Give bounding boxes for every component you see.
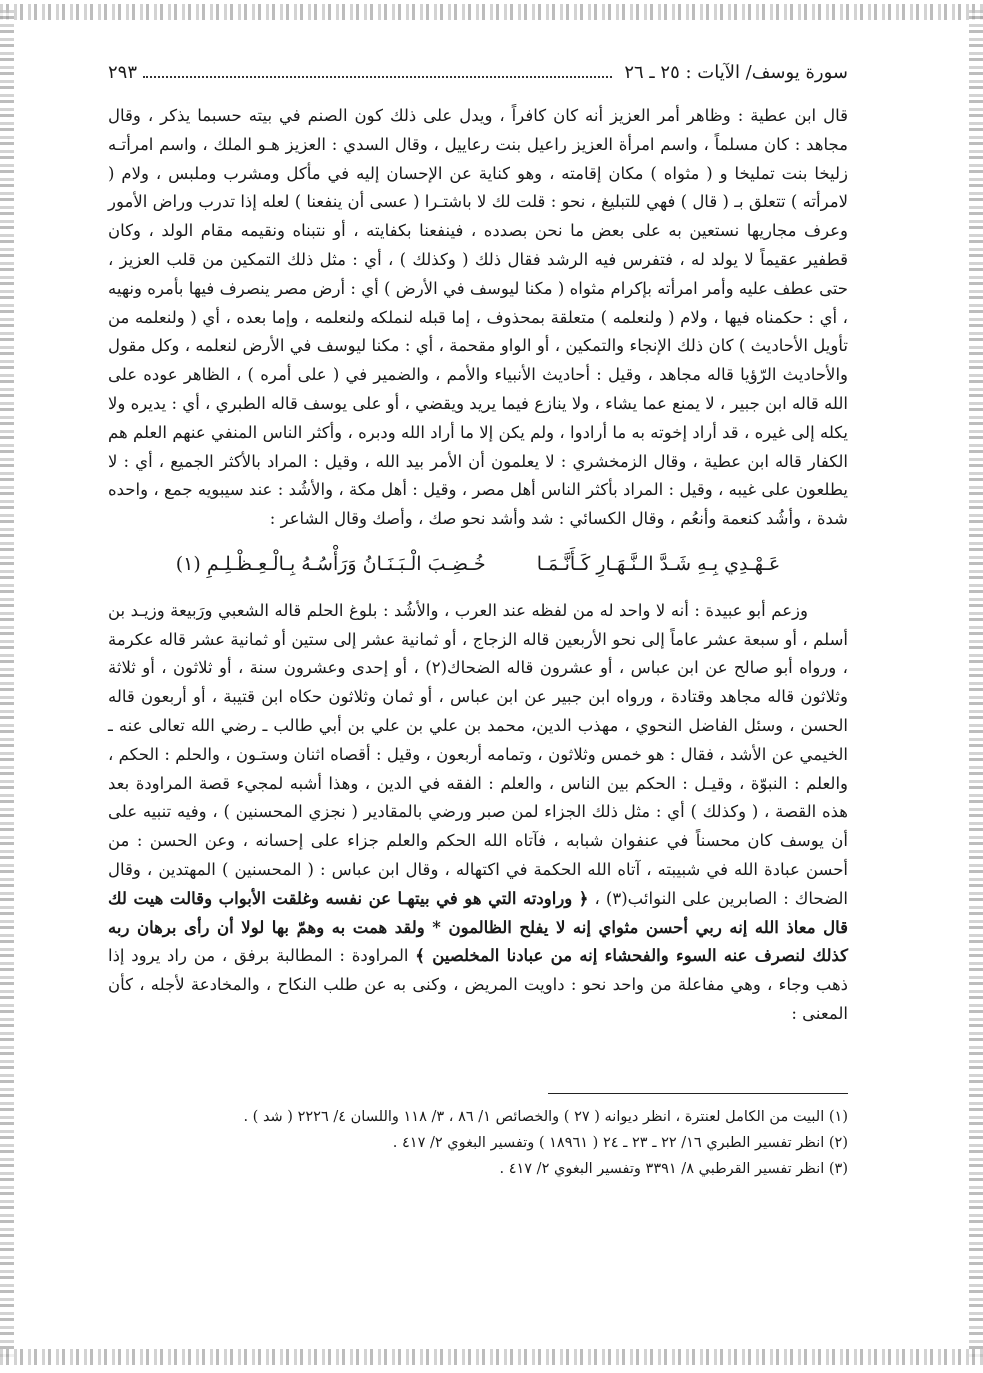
- ornamental-border-right: [969, 10, 983, 1360]
- ornamental-border-top: [0, 4, 983, 20]
- running-header: [108, 62, 848, 88]
- paragraph-2-text: وزعم أبو عبيدة : أنه لا واحد له من لفظه عند العرب ، والأشُد : بلوغ الحلم قاله الشعبي ورَبيعة وزيـد بن أسلم ، أو سبعة عشر عاماً إلى نحو الأربعين قاله الزجاج ، أو ثمانية عشر إلى ستين أو ثمانية عشر قاله عكرمة ، ورواه أبو صالح عن ابن عباس ، أو عشرون قاله الضحاك(٢) ، أو إحدى وعشرون سنة ، أو ثلاثون ، أو ثلاثة وثلاثون قاله مجاهد وقتادة ، ورواه ابن جبير عن ابن عباس ، أو ثمان وثلاثون حكاه ابن قتيبة ، أو أربعون قاله الحسن ، وسئل الفاضل النحوي ، مهذب الدين، محمد بن علي بن علي بن أبي طالب ـ رضي الله تعالى عنه ـ الخيمي عن الأشد ، فقال : هو خمس وثلاثون ، وتمامه أربعون ، وقيل : أقصاه اثنان وستـون ، والحلم : الحكم ، والعلم : النبوّة ، وقيـل : الحكم بين الناس ، والعلم : الفقه في الدين ، وهذا أشبه لمجيء قصة المراودة بعد هذه القصة ، ( وكذلك ) أي : مثل ذلك الجزاء لمن صبر ورضي بالمقادير ( نجزي المحسنين ) ، وفيه تنبيه على أن يوسف كان محسناً في عنفوان شبابه ، فآتاه الله الحكم والعلم جزاء على إحسانه ، وعن الحسن : من أحسن عبادة الله في شبيبته ، آتاه الله الحكمة في اكتهاله ، وقال ابن عباس : ( المحسنين ) المهتدين ، وقال الضحاك : الصابرين على النوائب(٣) ،: [108, 600, 849, 908]
- paragraph-2-tail: المراودة : المطالبة برفق ، من راد يرود إذا ذهب وجاء ، وهي مفاعلة من واحد نحو : داويت المريض ، وكنى به عن طلب النكاح ، والمخادعة لأجله ، كأن المعنى :: [108, 946, 848, 1023]
- footnote-1: (١) البيت من الكامل لعنترة ، انظر ديوانه ( ٢٧ ) والخصائص ١/ ٨٦ ، ٣/ ١١٨ واللسان ٤/ ٢٢٢٦ ( شد ) .: [243, 1108, 848, 1125]
- verse-hemistich-1: عَـهْـدِي بِـهِ شَـدَّ الـنَّـهَـارِ كَـأَنَّـمَـا: [536, 552, 781, 575]
- footnote-divider: [548, 1093, 848, 1094]
- quran-verse: ﴿ وراودته التي هو في بيتهـا عن نفسه وغلقت الأبواب وقالت هيت لك قال معاذ الله إنه ربي أحسن مثواي إنه لا يفلح الظالمون * ولقد همت به وهمّ بها لولا أن رأى برهان ربه كذلك لنصرف عنه السوء والفحشاء إنه من عبادنا المخلصين ﴾: [108, 888, 848, 966]
- page-number: ٢٩٣: [108, 62, 138, 83]
- paragraph-2: [108, 597, 848, 1029]
- footnote-2: (٢) انظر تفسير الطبري ١٦/ ٢٢ ـ ٢٣ ـ ٢٤ ( ١٨٩٦١ ) وتفسير البغوي ٢/ ٤١٧ .: [392, 1134, 848, 1151]
- header-dot-leader: [143, 76, 612, 78]
- poetry-verse: [108, 550, 848, 579]
- verse-hemistich-2: خُـضِـبَ الْـبَـنَـانُ وَرَأْسُـهُ بِـالْـعِـظْـلِـمِ (١): [175, 552, 486, 575]
- paragraph-1: قال ابن عطية : وظاهر أمر العزيز أنه كان كافراً ، ويدل على ذلك كون الصنم في بيته حسبما يذكر ، وقال مجاهد : كان مسلماً ، واسم امرأة العزيز راعيل بنت رعاييل ، وقال السدي : العزيز هـو الملك ، واسم امرأتـه زليخا بنت تمليخا و ( مثواه ) مكان إقامته ، وهو كناية عن الإحسان إليه في مأكل ومشرب وملبس ، ولام ( لامرأته ) تتعلق بـ ( قال ) فهي للتبليغ ، نحو : قلت لك لا باشتـرا ( عسى أن ينفعنا ) لعله إذا تدرب وراض الأمور وعرف مجاريها نستعين به على بعض ما نحن بصدده ، فينفعنا بكفايته ، أو نتبناه ونقيمه مقام الولد ، وكان قطفير عقيماً لا يولد له ، فتفرس فيه الرشد فقال ذلك ( وكذلك ) ، أي : مثل ذلك التمكين من قلب العزيز ، حتى عطف عليه وأمر امرأته بإكرام مثواه ( مكنا ليوسف في الأرض ) أي : أرض مصر ينصرف فيها بأمره ونهيه ، أي : حكمناه فيها ، ولام ( ولنعلمه ) متعلقة بمحذوف ، إما قبله لنملكه ولنعلمه ، وإما بعده ، أي ( ولنعلمه من تأويل الأحاديث ) كان ذلك الإنجاء والتمكين ، أو الواو مقحمة ، أي : مكنا ليوسف في الأرض لنعلمه ، وكل مقول والأحاديث الرّؤيا قاله مجاهد ، وقيل : أحاديث الأنبياء والأمم ، والضمير في ( على أمره ) ، الظاهر عوده على الله قاله ابن جبير ، لا يمنع عما يشاء ، ولا ينازع فيما يريد ويقضي ، أو على يوسف قاله الطبري ، أي : يديره ولا يكله إلى غيره ، قد أراد إخوته به ما أرادوا ، ولم يكن إلا ما أراد الله ودبره ، وأكثر الناس المنفي عنهم العلم هم الكفار قاله ابن عطية ، وقال الزمخشري : لا يعلمون أن الأمر بيد الله ، وقيل : المراد بالأكثر الجميع ، أي : لا يطلعون على غيبه ، وقيل : المراد بأكثر الناس أهل مصر ، وقيل : أهل مكة ، والأشُد : عند سيبويه جمع ، واحده شدة ، وأشُد كنعمة وأنعُم ، وقال الكسائي : شد وأشد نحو صك ، وأصك وقال الشاعر :: [108, 106, 848, 529]
- footnote-3: (٣) انظر تفسير القرطبي ٨/ ٣٣٩١ وتفسير البغوي ٢/ ٤١٧ .: [499, 1160, 848, 1177]
- page-content: [108, 62, 848, 1182]
- footnotes: [108, 1104, 848, 1182]
- body-text: [108, 102, 848, 1029]
- ornamental-border-left: [0, 10, 14, 1360]
- header-title: سورة يوسف/ الآيات : ٢٥ ـ ٢٦: [624, 62, 848, 83]
- ornamental-border-bottom: [0, 1349, 983, 1365]
